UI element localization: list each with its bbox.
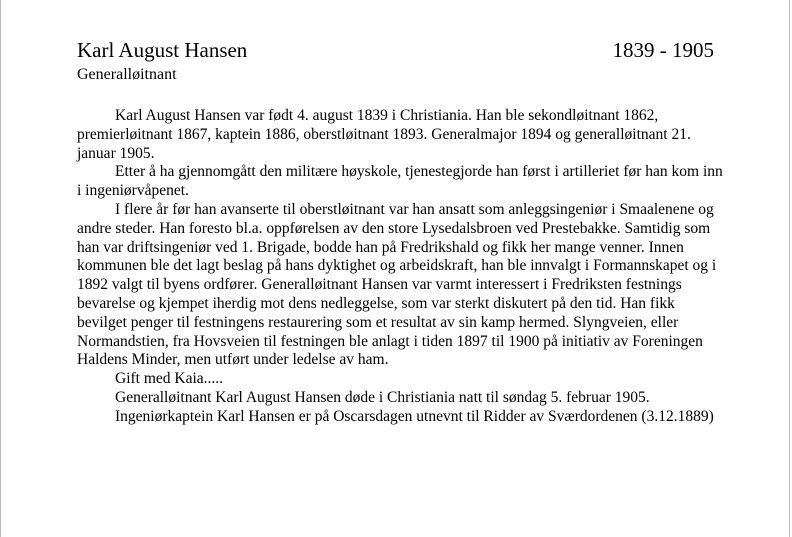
person-rank: Generalløitnant [77, 66, 177, 83]
paragraph-education: Etter å ha gjennomgått den militære høyskole, tjenestegjorde han først i artilleriet før han kom inn i ingeniørvåpenet. [77, 163, 723, 200]
paragraph-engineering-work: I flere år før han avanserte til oberstløitnant var han ansatt som anleggsingeniør i Smaalenene og andre steder. Han foresto bl.a. oppførelsen av den store Lysedalsbroen ved Prestebakke. Samtidig som han var driftsingeniør ved 1. Brigade, bodde han på Fredrikshald og fikk her mange venner. Innen kommunen ble det lagt beslag på hans dyktighet og arbeidskraft, han ble innvalgt i Formannskapet og i 1892 valgt til byens ordfører. Generalløitnant Hansen var varmt interessert i Fredriksten festnings bevarelse og kjempet iherdig mot dens nedleggelse, som var sterkt diskutert på den tid. Han fikk bevilget penger til festningens restaurering som et resultat av sin kamp hermed. Slyngveien, eller Normandstien, fra Hovsveien til festningen ble anlagt i tiden 1897 til 1900 på initiativ av Foreningen Haldens Minder, men utført under ledelse av ham. [77, 200, 717, 369]
life-years: 1839 - 1905 [612, 38, 714, 62]
document-header [77, 37, 717, 63]
paragraph-marriage: Gift med Kaia..... [115, 370, 224, 388]
person-name: Karl August Hansen [77, 38, 248, 62]
paragraph-death: Generalløitnant Karl August Hansen døde i Christiania natt til søndag 5. februar 1905. [115, 388, 650, 406]
paragraph-honor: Ingeniørkaptein Karl Hansen er på Oscarsdagen utnevnt til Ridder av Sværdordenen (3.12.1889) [115, 407, 714, 425]
paragraph-birth-career: Karl August Hansen var født 4. august 1839 i Christiania. Han ble sekondløitnant 1862, premierløitnant 1867, kaptein 1886, oberstløitnant 1893. Generalmajor 1894 og generalløitnant 21. januar 1905. [77, 107, 691, 162]
biography-text [77, 107, 725, 427]
